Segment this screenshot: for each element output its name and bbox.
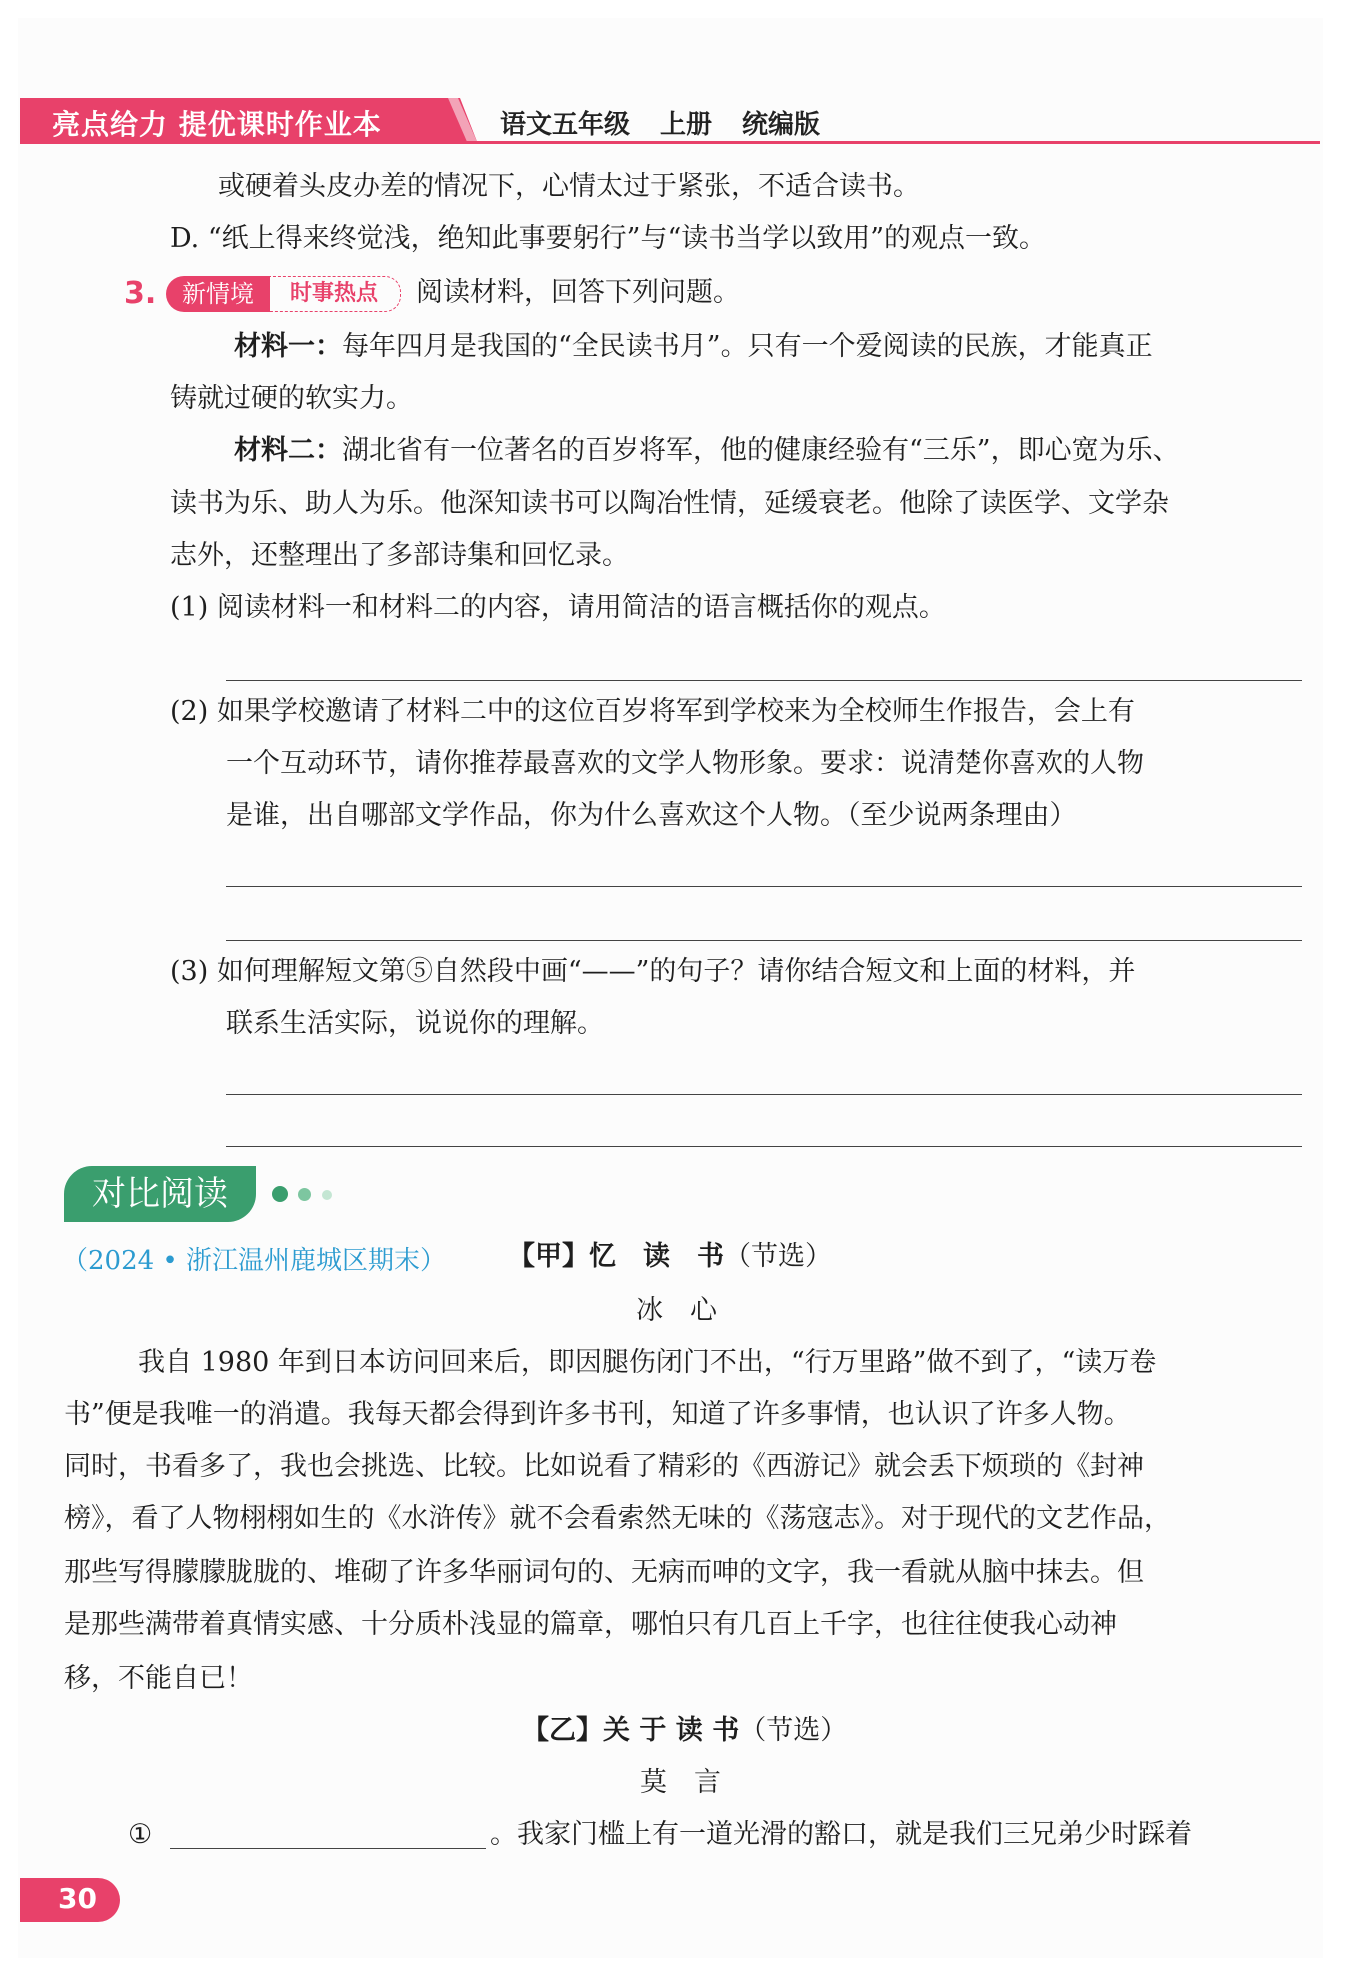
- question-number: 3.: [124, 276, 157, 311]
- section-badge: 对比阅读: [64, 1166, 256, 1222]
- material2-line3: 志外，还整理出了多部诗集和回忆录。: [170, 540, 629, 571]
- page-number: 30: [58, 1882, 97, 1915]
- question-prompt: 阅读材料，回答下列问题。: [416, 277, 740, 308]
- material1-line1: [234, 330, 1153, 364]
- text-b-para-number: ①: [128, 1819, 153, 1850]
- subquestion-3-line2: 联系生活实际，说说你的理解。: [226, 1008, 604, 1039]
- option-c-continuation: 或硬着头皮办差的情况下，心情太过于紧张，不适合读书。: [218, 171, 920, 202]
- series-title: 亮点给力 提优课时作业本: [52, 108, 382, 141]
- text-a-para-line2: 书”便是我唯一的消遣。我每天都会得到许多书刊，知道了许多事情，也认识了许多人物。: [64, 1399, 1131, 1430]
- text-b-author: 莫 言: [640, 1767, 721, 1798]
- subquestion-1: (1) 阅读材料一和材料二的内容，请用简洁的语言概括你的观点。: [170, 592, 946, 623]
- subquestion-3-line1: (3) 如何理解短文第⑤自然段中画“——”的句子？请你结合短文和上面的材料，并: [170, 956, 1136, 987]
- tag-new-context: 新情境: [166, 276, 270, 312]
- answer-line-3a[interactable]: [226, 1094, 1302, 1095]
- text-b-title-main: 【乙】关 于 读 书: [522, 1715, 740, 1746]
- text-a-para-line1: 我自 1980 年到日本访问回来后，即因腿伤闭门不出，“行万里路”做不到了，“读万卷: [138, 1347, 1157, 1378]
- material1-label: 材料一：: [234, 331, 342, 362]
- text-b-title: [522, 1714, 847, 1748]
- text-a-title-note: （节选）: [724, 1241, 832, 1272]
- text-a-author: 冰 心: [636, 1295, 717, 1326]
- text-a-para-line7: 移，不能自已！: [64, 1663, 253, 1694]
- tag-current-events: 时事热点: [268, 276, 401, 312]
- material2-line2: 读书为乐、助人为乐。他深知读书可以陶冶性情，延缓衰老。他除了读医学、文学杂: [170, 488, 1169, 519]
- volume-label: 上册: [660, 110, 713, 140]
- fill-in-blank[interactable]: [170, 1848, 486, 1849]
- material1-line2: 铸就过硬的软实力。: [170, 383, 413, 414]
- text-a-para-line3: 同时，书看多了，我也会挑选、比较。比如说看了精彩的《西游记》就会丢下烦琐的《封神: [64, 1451, 1144, 1482]
- text-b-para-line1: 。我家门槛上有一道光滑的豁口，就是我们三兄弟少时踩着: [490, 1819, 1192, 1850]
- section-dot-1: [272, 1186, 288, 1202]
- material2-text1: 湖北省有一位著名的百岁将军，他的健康经验有“三乐”，即心宽为乐、: [342, 435, 1180, 466]
- material1-text1: 每年四月是我国的“全民读书月”。只有一个爱阅读的民族，才能真正: [342, 331, 1153, 362]
- answer-line-2b[interactable]: [226, 940, 1302, 941]
- edition-label: 统编版: [742, 110, 821, 140]
- text-a-para-line5: 那些写得朦朦胧胧的、堆砌了许多华丽词句的、无病而呻的文字，我一看就从脑中抹去。但: [64, 1557, 1144, 1588]
- text-a-title-main: 【甲】忆 读 书: [508, 1241, 724, 1272]
- text-b-title-note: （节选）: [739, 1715, 848, 1746]
- option-d: D. “纸上得来终觉浅，绝知此事要躬行”与“读书当学以致用”的观点一致。: [170, 223, 1047, 254]
- subquestion-2-line3: 是谁，出自哪部文学作品，你为什么喜欢这个人物。（至少说两条理由）: [226, 800, 1077, 831]
- subject-label: 语文五年级: [500, 110, 631, 140]
- section-dot-2: [298, 1188, 311, 1201]
- answer-line-1[interactable]: [226, 680, 1302, 681]
- text-a-para-line4: 榜》，看了人物栩栩如生的《水浒传》就不会看索然无味的《荡寇志》。对于现代的文艺作品，: [64, 1503, 1171, 1534]
- answer-line-3b[interactable]: [226, 1146, 1302, 1147]
- text-a-title: [508, 1240, 832, 1274]
- material2-label: 材料二：: [234, 435, 342, 466]
- text-a-para-line6: 是那些满带着真情实感、十分质朴浅显的篇章，哪怕只有几百上千字，也往往使我心动神: [64, 1609, 1117, 1640]
- subquestion-2-line2: 一个互动环节，请你推荐最喜欢的文学人物形象。要求：说清楚你喜欢的人物: [226, 748, 1144, 779]
- answer-line-2a[interactable]: [226, 886, 1302, 887]
- book-info: [500, 104, 850, 141]
- subquestion-2-line1: (2) 如果学校邀请了材料二中的这位百岁将军到学校来为全校师生作报告，会上有: [170, 696, 1135, 727]
- material2-line1: [234, 434, 1180, 468]
- section-dot-3: [322, 1190, 332, 1200]
- source-citation: （2024 • 浙江温州鹿城区期末）: [62, 1246, 447, 1276]
